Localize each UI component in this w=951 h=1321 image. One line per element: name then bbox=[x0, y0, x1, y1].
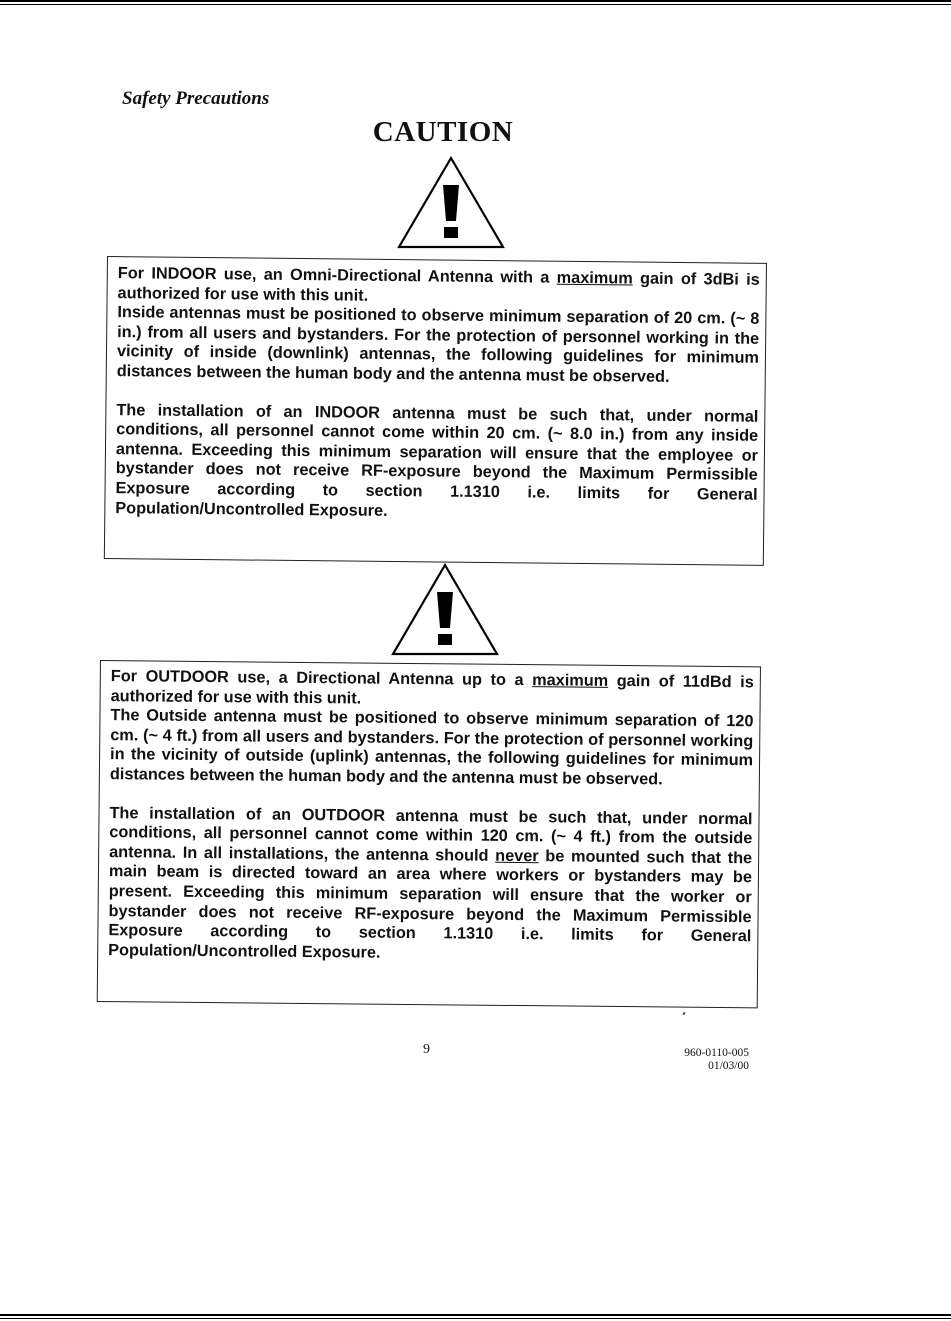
indoor-gain-paragraph bbox=[118, 264, 760, 310]
outdoor-caution-box bbox=[97, 660, 761, 1008]
indoor-gain-text-end: gain of 3dBi is authorized for use with this unit. bbox=[117, 269, 760, 305]
warning-triangle-icon bbox=[390, 562, 500, 658]
indoor-maximum-emphasis: maximum bbox=[556, 268, 633, 288]
top-border-rule bbox=[0, 0, 951, 5]
outdoor-gain-text-start: For OUTDOOR use, a Directional Antenna up to a bbox=[110, 667, 533, 690]
indoor-gain-text-start: For INDOOR use, an Omni-Directional Antenna with a bbox=[117, 264, 557, 287]
outdoor-maximum-emphasis: maximum bbox=[532, 671, 609, 690]
indoor-caution-box bbox=[104, 256, 767, 566]
page-number: 9 bbox=[423, 1042, 430, 1057]
indoor-installation-paragraph: The installation of an INDOOR antenna must be such that, under normal conditions, all personnel cannot come within 20 cm. (~ 8.0 in.) from any inside antenna. Exceeding this minimum separation will ensure that the employee or bystander does not receive RF-exposure beyond the Maximum Permissible Exposure according to section 1.1310 i.e. limits for General Population/Uncontrolled Exposure. bbox=[115, 400, 759, 520]
outdoor-gain-text-end: gain of 11dBd is authorized for use with this unit. bbox=[110, 671, 754, 708]
bottom-border-rule bbox=[0, 1314, 951, 1319]
outdoor-installation-paragraph bbox=[108, 804, 752, 967]
document-number: 960-0110-005 bbox=[684, 1047, 749, 1059]
document-date: 01/03/00 bbox=[708, 1060, 749, 1072]
outdoor-installation-text-end: be mounted such that the main beam is directed toward an area where workers or bystanders may be present. Exceeding this minimum separation will ensure that the worker or bystander does not receive RF-exposure beyond the Maximum Permissible Exposure according to section 1.1310 i.e. limits for General Population/Uncontrolled Exposure. bbox=[108, 846, 753, 962]
section-title: Safety Precautions bbox=[122, 88, 270, 109]
warning-triangle-icon bbox=[396, 155, 506, 251]
caution-heading: CAUTION bbox=[372, 116, 514, 148]
outdoor-installation-text-start: The installation of an OUTDOOR antenna must be such that, under normal conditions, all personnel cannot come within 120 cm. (~ 4 ft.) from the outside antenna. In all installations, the antenna should bbox=[109, 803, 753, 865]
scan-speck bbox=[682, 1012, 685, 1016]
outdoor-never-emphasis: never bbox=[495, 846, 539, 865]
document-metadata bbox=[640, 1047, 749, 1073]
outdoor-separation-paragraph: The Outside antenna must be positioned to observe minimum separation of 120 cm. (~ 4 ft.) from all users and bystanders. For the protection of personnel working in the vicinity of outside (uplink) antennas, the following guidelines for minimum distances between the human body and the antenna must be observed. bbox=[109, 706, 754, 789]
outdoor-gain-paragraph bbox=[111, 667, 754, 712]
indoor-separation-paragraph: Inside antennas must be positioned to observe minimum separation of 20 cm. (~ 8 in.) from all users and bystanders. For the protection of personnel working in the vicinity of inside (downlink) antennas, the following guidelines for minimum distances between the human body and the antenna must be observed. bbox=[116, 303, 760, 386]
